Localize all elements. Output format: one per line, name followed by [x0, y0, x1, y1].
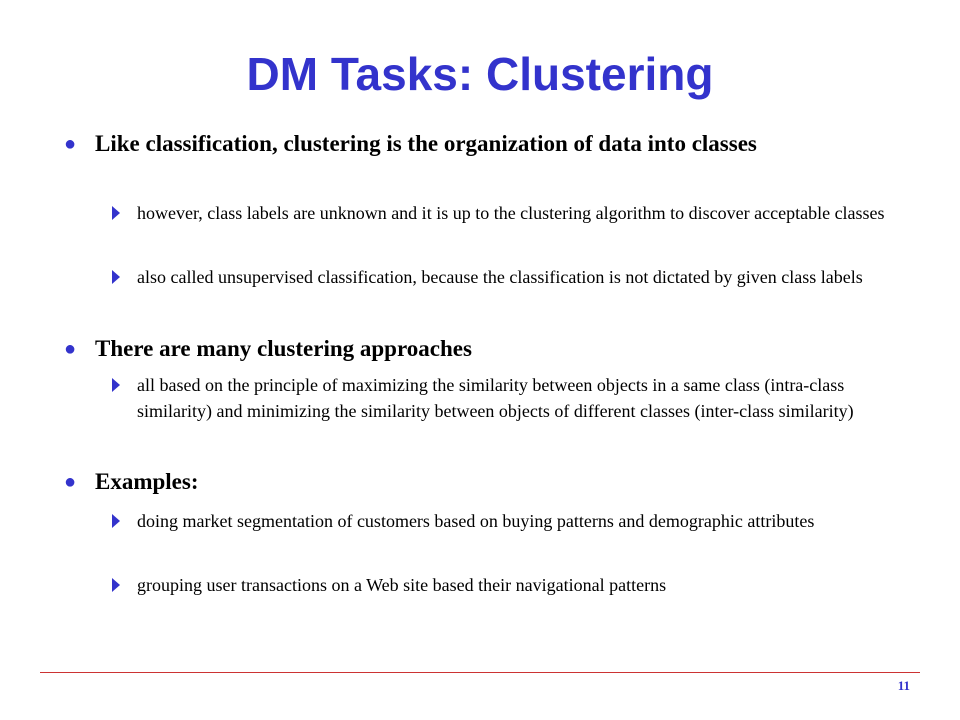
sub-bullet-text: also called unsupervised classification, because the classification is not dictated by given class labels	[137, 267, 863, 287]
bullet-dot-icon: ●	[64, 471, 77, 493]
triangle-right-icon	[112, 514, 120, 528]
sub-bullet-text: grouping user transactions on a Web site based their navigational patterns	[137, 575, 667, 595]
sub-bullet-item	[112, 508, 912, 534]
bullet-item	[60, 333, 900, 365]
bullet-dot-icon: ●	[64, 338, 77, 360]
sub-bullet-item	[112, 372, 912, 424]
bullet-item	[60, 128, 900, 160]
sub-bullet-text: all based on the principle of maximizing the similarity between objects in a same class (intra-class similarity) and minimizing the similarity between objects of different classes (inter-class similarity)	[137, 375, 854, 421]
sub-bullet-text: doing market segmentation of customers based on buying patterns and demographic attributes	[137, 511, 815, 531]
triangle-right-icon	[112, 270, 120, 284]
bullet-text: Examples:	[95, 469, 199, 494]
triangle-right-icon	[112, 206, 120, 220]
sub-bullet-item	[112, 264, 912, 290]
bullet-item	[60, 466, 900, 498]
slide-title: DM Tasks: Clustering	[246, 48, 714, 100]
bullet-dot-icon: ●	[64, 133, 77, 155]
triangle-right-icon	[112, 578, 120, 592]
bullet-text: Like classification, clustering is the organization of data into classes	[95, 131, 757, 156]
sub-bullet-text: however, class labels are unknown and it is up to the clustering algorithm to discover acceptable classes	[137, 203, 885, 223]
sub-bullet-item	[112, 572, 912, 598]
page-number: 11	[897, 678, 910, 693]
triangle-right-icon	[112, 378, 120, 392]
bullet-text: There are many clustering approaches	[95, 336, 472, 361]
footer-divider	[40, 672, 920, 673]
sub-bullet-item	[112, 200, 912, 226]
